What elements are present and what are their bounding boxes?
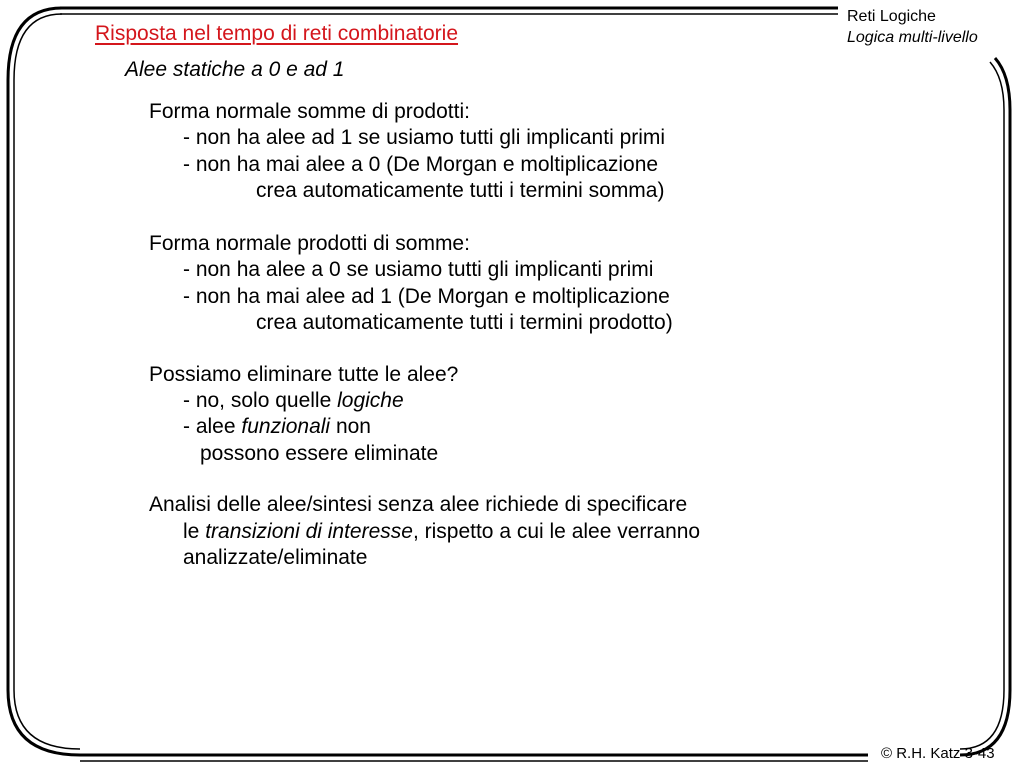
pos-heading: Forma normale prodotti di somme: bbox=[149, 232, 470, 255]
eliminate-item-2-suffix: non bbox=[330, 415, 371, 438]
eliminate-item-2-em: funzionali bbox=[241, 415, 331, 438]
eliminate-item-1 bbox=[183, 388, 404, 414]
analysis-line-2 bbox=[183, 519, 700, 545]
eliminate-item-2 bbox=[183, 414, 371, 440]
sop-heading: Forma normale somme di prodotti: bbox=[149, 100, 470, 123]
analysis-line-1: Analisi delle alee/sintesi senza alee richiede di specificare bbox=[149, 493, 688, 516]
slide-title: Risposta nel tempo di reti combinatorie bbox=[95, 22, 459, 45]
sop-item-2-cont: crea automaticamente tutti i termini somma) bbox=[256, 179, 665, 202]
eliminate-item-1-prefix: - no, solo quelle bbox=[183, 389, 338, 412]
eliminate-item-2-prefix: - alee bbox=[183, 415, 242, 438]
analysis-line-3: analizzate/eliminate bbox=[183, 546, 368, 569]
analysis-line-2-suffix: , rispetto a cui le alee verranno bbox=[412, 520, 701, 543]
eliminate-item-1-em: logiche bbox=[337, 389, 404, 412]
footer-credit: © R.H. Katz 3-43 bbox=[881, 745, 995, 762]
topic-name: Logica multi-livello bbox=[847, 29, 978, 46]
analysis-line-2-prefix: le bbox=[183, 520, 206, 543]
pos-item-2-cont: crea automaticamente tutti i termini prodotto) bbox=[256, 311, 673, 334]
pos-item-2: - non ha mai alee ad 1 (De Morgan e moltiplicazione bbox=[183, 285, 670, 308]
slide-subtitle: Alee statiche a 0 e ad 1 bbox=[125, 58, 345, 81]
eliminate-question: Possiamo eliminare tutte le alee? bbox=[149, 363, 459, 386]
pos-item-1: - non ha alee a 0 se usiamo tutti gli implicanti primi bbox=[183, 258, 654, 281]
course-name: Reti Logiche bbox=[847, 8, 936, 25]
sop-item-1: - non ha alee ad 1 se usiamo tutti gli implicanti primi bbox=[183, 126, 666, 149]
eliminate-item-2-cont: possono essere eliminate bbox=[200, 442, 439, 465]
sop-item-2: - non ha mai alee a 0 (De Morgan e moltiplicazione bbox=[183, 153, 659, 176]
analysis-line-2-em: transizioni di interesse bbox=[205, 520, 413, 543]
